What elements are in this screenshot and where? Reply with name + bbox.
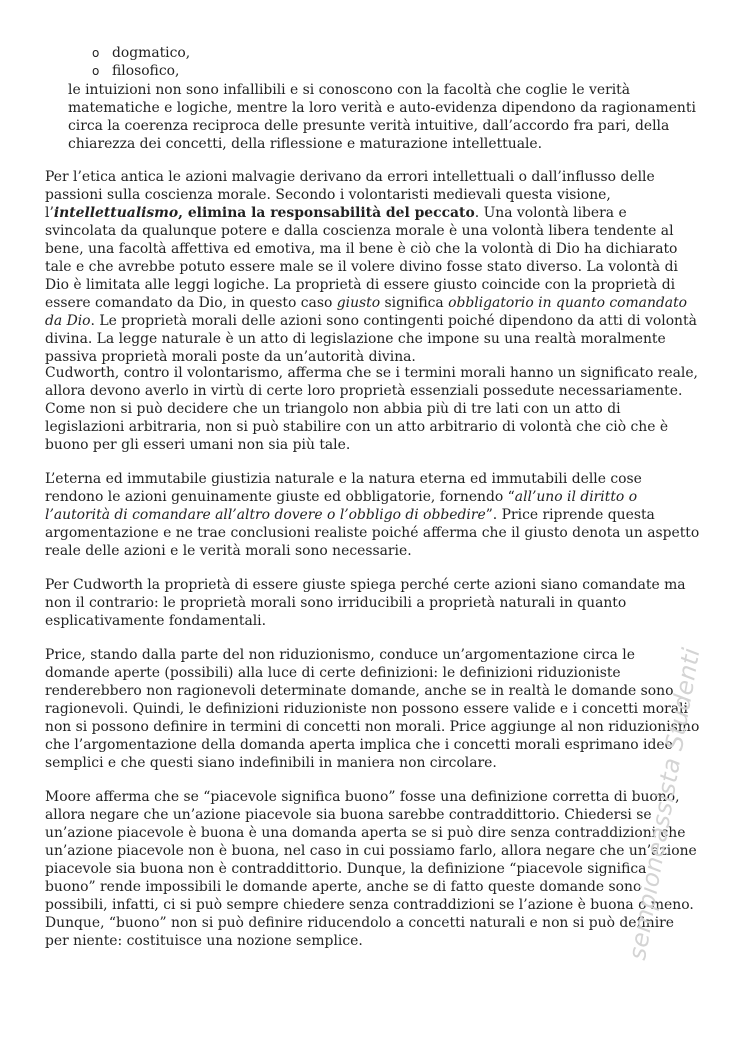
paragraph-etica-antica: Per l’etica antica le azioni malvagie derivano da errori intellettuali o dall’influsso delle passioni sulla coscienza morale. Secondo i volontaristi medievali questa visione, l’intellettualismo, elimina la responsabilità del peccato. Una volontà libera e svincolata da qualunque potere e dalla coscienza morale è una volontà libera tendente al bene, una facoltà affettiva ed emotiva, ma il bene è ciò che la volontà di Dio ha dichiarato tale e che avrebbe potuto essere male se il volere divino fosse stato diverso. La volontà di Dio è limitata alle leggi logiche. La proprietà di essere giusto coincide con la proprietà di essere comandato da Dio, in questo caso giusto significa obbligatorio in quanto comandato da Dio. Le proprietà morali delle azioni sono contingenti poiché dipendono da atti di volontà divina. La legge naturale è un atto di legislazione che impone su una realtà moralmente passiva proprietà morali poste da un’autorità divina. — [45, 169, 697, 365]
paragraph-cudworth: Cudworth, contro il volontarismo, afferma che se i termini morali hanno un significato reale, allora devono averlo in virtù di certe loro proprietà essenziali possedute necessariamente. Come non si può decidere che un triangolo non abbia più di tre lati con un atto di legislazioni arbitraria, non si può stabilire con un atto arbitrario di volontà che ciò che è buono per gli esseri umani non sia più tale. — [45, 365, 698, 453]
list-item — [92, 44, 190, 62]
list-item-text: dogmatico, — [112, 45, 191, 61]
bullet-mark: o — [92, 64, 100, 78]
list-item — [92, 62, 179, 80]
paragraph-price: Price, stando dalla parte del non riduzionismo, conduce un’argomentazione circa le domande aperte (possibili) alla luce di certe definizioni: le definizioni riduzioniste renderebbero non ragionevoli determinate domande, anche se in realtà le domande sono ragionevoli. Quindi, le definizioni riduzioniste non possono essere valide e i concetti morali non si possono definire in termini di concetti non morali. Price aggiunge al non riduzionismo che l’argomentazione della domanda aperta implica che i concetti morali esprimano idee semplici e che questi siano indefinibili in maniera non circolare. — [45, 647, 700, 771]
paragraph-moore: Moore afferma che se “piacevole significa buono” fosse una definizione corretta di buono, allora negare che un’azione piacevole sia buona sarebbe contraddittorio. Chiedersi se un’azione piacevole è buona è una domanda aperta se si può dire senza contraddizioni che un’azione piacevole non è buona, nel caso in cui possiamo farlo, allora negare che un’azione piacevole sia buona non è contraddittorio. Dunque, la definizione “piacevole significa buono” rende impossibili le domande aperte, anche se di fatto queste domande sono possibili, infatti, ci si può sempre chiedere senza contraddizioni se l’azione è buona o meno. Dunque, “buono” non si può definire riducendolo a concetti naturali e non si può definire per niente: costituisce una nozione semplice. — [45, 789, 697, 949]
paragraph-giustizia-naturale: L’eterna ed immutabile giustizia naturale e la natura eterna ed immutabili delle cose rendono le azioni genuinamente giuste ed obbligatorie, fornendo “all’uno il diritto o l’autorità di comandare all’altro dovere o l’obbligo di obbedire”. Price riprende questa argomentazione e ne trae conclusioni realiste poiché afferma che il giusto denota un aspetto reale delle azioni e le verità morali sono necessarie. — [45, 471, 700, 559]
list-item-text: filosofico, — [112, 63, 180, 79]
watermark: sempioneassista Studenti — [623, 645, 706, 962]
paragraph-intuizioni: le intuizioni non sono infallibili e si conoscono con la facoltà che coglie le verità matematiche e logiche, mentre la loro verità e auto-evidenza dipendono da ragionamenti circa la coerenza reciproca delle presunte verità intuitive, dall’accordo fra pari, della chiarezza dei concetti, della riflessione e maturazione intellettuale. — [68, 82, 696, 152]
bullet-mark: o — [92, 46, 100, 60]
paragraph-cudworth-proprieta: Per Cudworth la proprietà di essere giuste spiega perché certe azioni siano comandate ma non il contrario: le proprietà morali sono irriducibili a proprietà naturali in quanto esplicativamente fondamentali. — [45, 577, 686, 629]
